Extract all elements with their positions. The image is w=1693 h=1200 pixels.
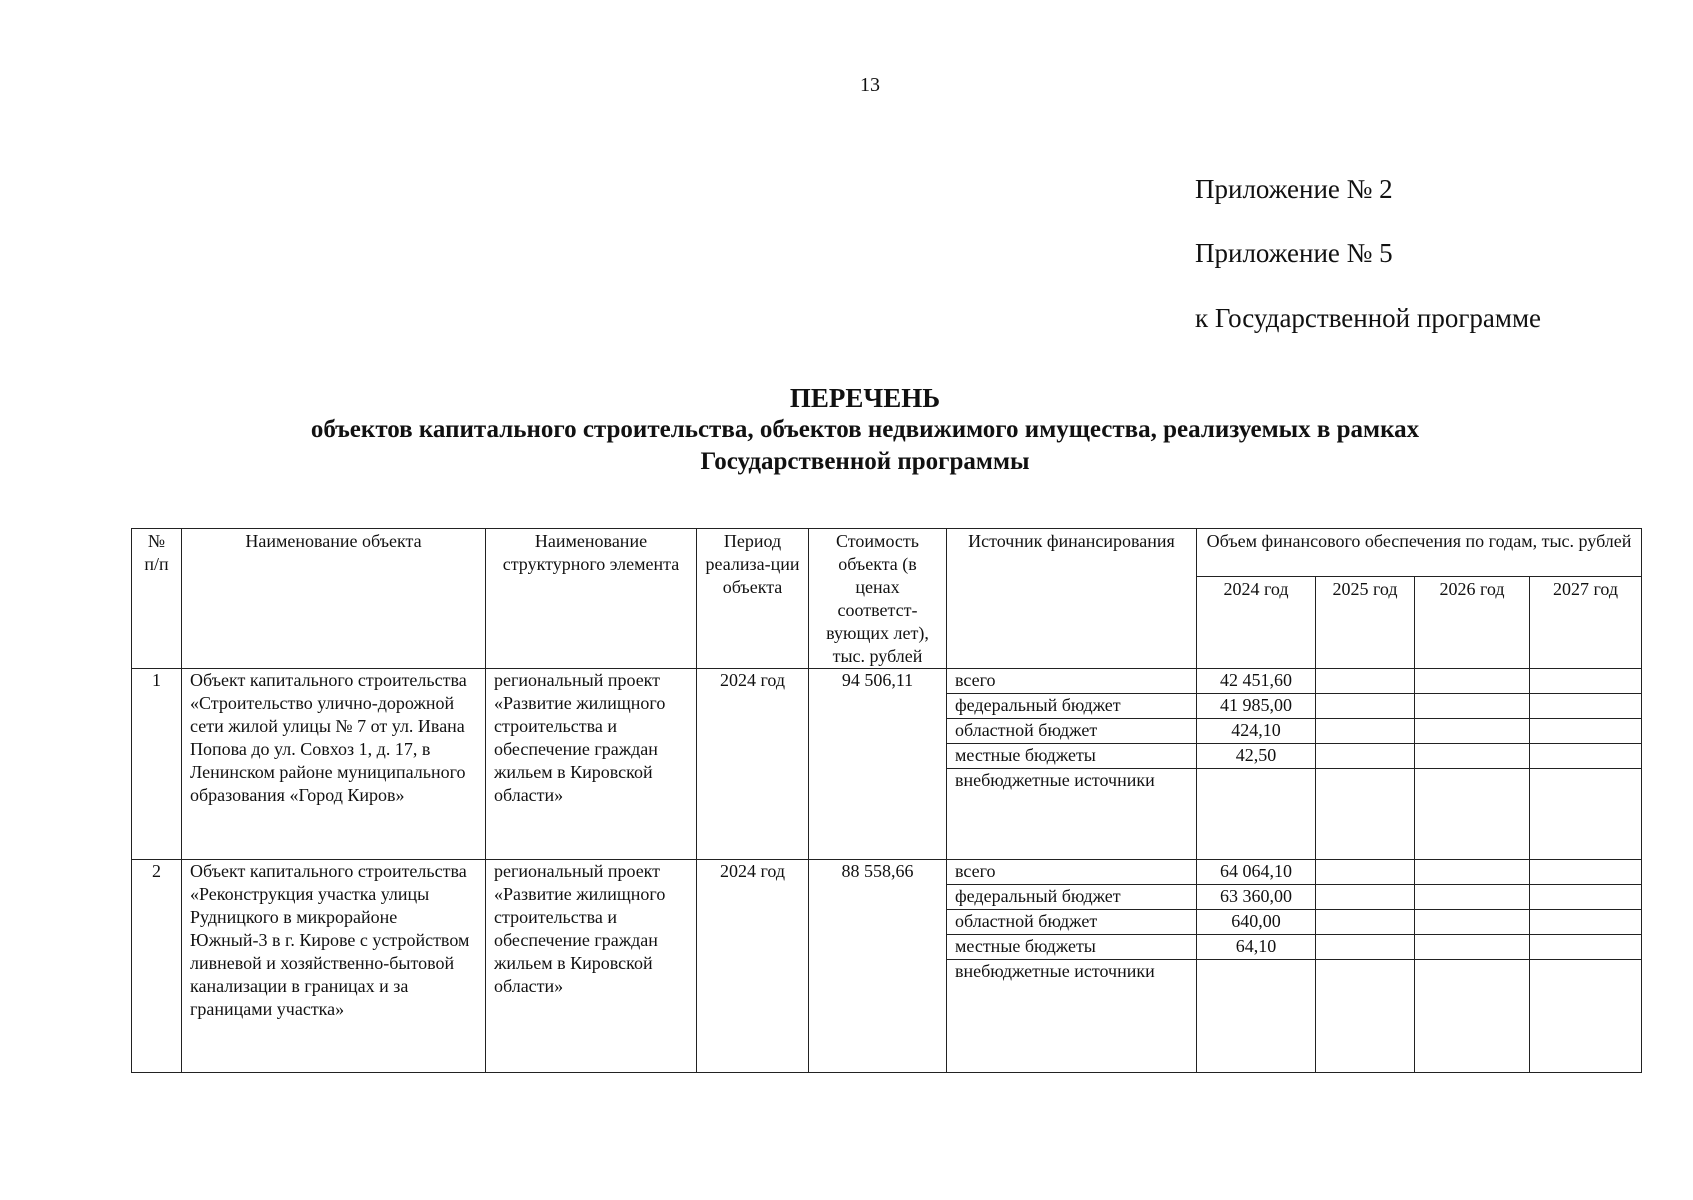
- source-total: всего: [947, 860, 1196, 885]
- value-2024-regional: 424,10: [1197, 719, 1315, 744]
- row-sources: [947, 860, 1197, 1073]
- header-2027: 2027 год: [1530, 577, 1642, 669]
- value-2024-extrabudgetary: [1197, 960, 1315, 984]
- value-2024-regional: 640,00: [1197, 910, 1315, 935]
- appendix-line-3: к Государственной программе: [1195, 303, 1542, 333]
- source-local: местные бюджеты: [947, 744, 1196, 769]
- document-title: [0, 382, 1693, 478]
- appendix-line-2: Приложение № 5: [1195, 238, 1393, 268]
- row-object-name: Объект капитального строительства «Реконструкция участка улицы Рудницкого в микрорайоне Южный-3 в г. Кирове с устройством ливневой и хозяйственно-бытовой канализации в границах и за границами участка»: [182, 860, 486, 1073]
- source-regional: областной бюджет: [947, 719, 1196, 744]
- source-extrabudgetary: внебюджетные источники: [955, 770, 1155, 790]
- row-2025-values: [1316, 860, 1415, 1073]
- row-num: 1: [132, 669, 182, 860]
- financing-table: [131, 528, 1642, 1073]
- header-source: Источник финансирования: [947, 529, 1197, 669]
- title-main: ПЕРЕЧЕНЬ: [789, 383, 941, 413]
- source-regional: областной бюджет: [947, 910, 1196, 935]
- appendix-line-1: Приложение № 2: [1195, 174, 1393, 204]
- row-2024-values: [1197, 669, 1316, 860]
- source-extrabudgetary: внебюджетные источники: [955, 961, 1155, 981]
- source-federal: федеральный бюджет: [947, 694, 1196, 719]
- row-object-name: Объект капитального строительства «Строительство улично-дорожной сети жилой улицы № 7 от ул. Ивана Попова до ул. Совхоз 1, д. 17, в Ленинском районе муниципального образования «Город Киров»: [182, 669, 486, 860]
- table-row: [132, 860, 1642, 1073]
- row-structural-element: региональный проект «Развитие жилищного строительства и обеспечение граждан жильем в Кировской области»: [486, 669, 697, 860]
- row-cost: 88 558,66: [809, 860, 947, 1073]
- header-period: Период реализа-ции объекта: [697, 529, 809, 669]
- row-structural-element: региональный проект «Развитие жилищного строительства и обеспечение граждан жильем в Кировской области»: [486, 860, 697, 1073]
- row-sources: [947, 669, 1197, 860]
- value-2024-total: 42 451,60: [1197, 669, 1315, 694]
- title-sub-2: Государственной программы: [700, 448, 1030, 475]
- row-2027-values: [1530, 860, 1642, 1073]
- source-federal: федеральный бюджет: [947, 885, 1196, 910]
- value-2024-local: 42,50: [1197, 744, 1315, 769]
- value-2024-total: 64 064,10: [1197, 860, 1315, 885]
- header-num: № п/п: [132, 529, 182, 669]
- value-2024-extrabudgetary: [1197, 769, 1315, 793]
- header-2026: 2026 год: [1415, 577, 1530, 669]
- header-element: Наименование структурного элемента: [486, 529, 697, 669]
- value-2024-local: 64,10: [1197, 935, 1315, 960]
- row-period: 2024 год: [697, 860, 809, 1073]
- header-2025: 2025 год: [1316, 577, 1415, 669]
- row-2024-values: [1197, 860, 1316, 1073]
- row-2026-values: [1415, 860, 1530, 1073]
- row-cost: 94 506,11: [809, 669, 947, 860]
- row-2027-values: [1530, 669, 1642, 860]
- row-period: 2024 год: [697, 669, 809, 860]
- value-2024-federal: 63 360,00: [1197, 885, 1315, 910]
- table-row: [132, 669, 1642, 860]
- page-number: 13: [860, 74, 880, 96]
- header-cost: Стоимость объекта (в ценах соответст-вующих лет), тыс. рублей: [809, 529, 947, 669]
- header-name: Наименование объекта: [182, 529, 486, 669]
- source-local: местные бюджеты: [947, 935, 1196, 960]
- header-row-1: [132, 529, 1642, 577]
- header-volume: Объем финансового обеспечения по годам, тыс. рублей: [1197, 529, 1642, 577]
- row-num: 2: [132, 860, 182, 1073]
- title-sub-1: объектов капитального строительства, объектов недвижимого имущества, реализуемых в рамках: [310, 416, 1420, 443]
- value-2024-federal: 41 985,00: [1197, 694, 1315, 719]
- row-2026-values: [1415, 669, 1530, 860]
- header-2024: 2024 год: [1197, 577, 1316, 669]
- row-2025-values: [1316, 669, 1415, 860]
- source-total: всего: [947, 669, 1196, 694]
